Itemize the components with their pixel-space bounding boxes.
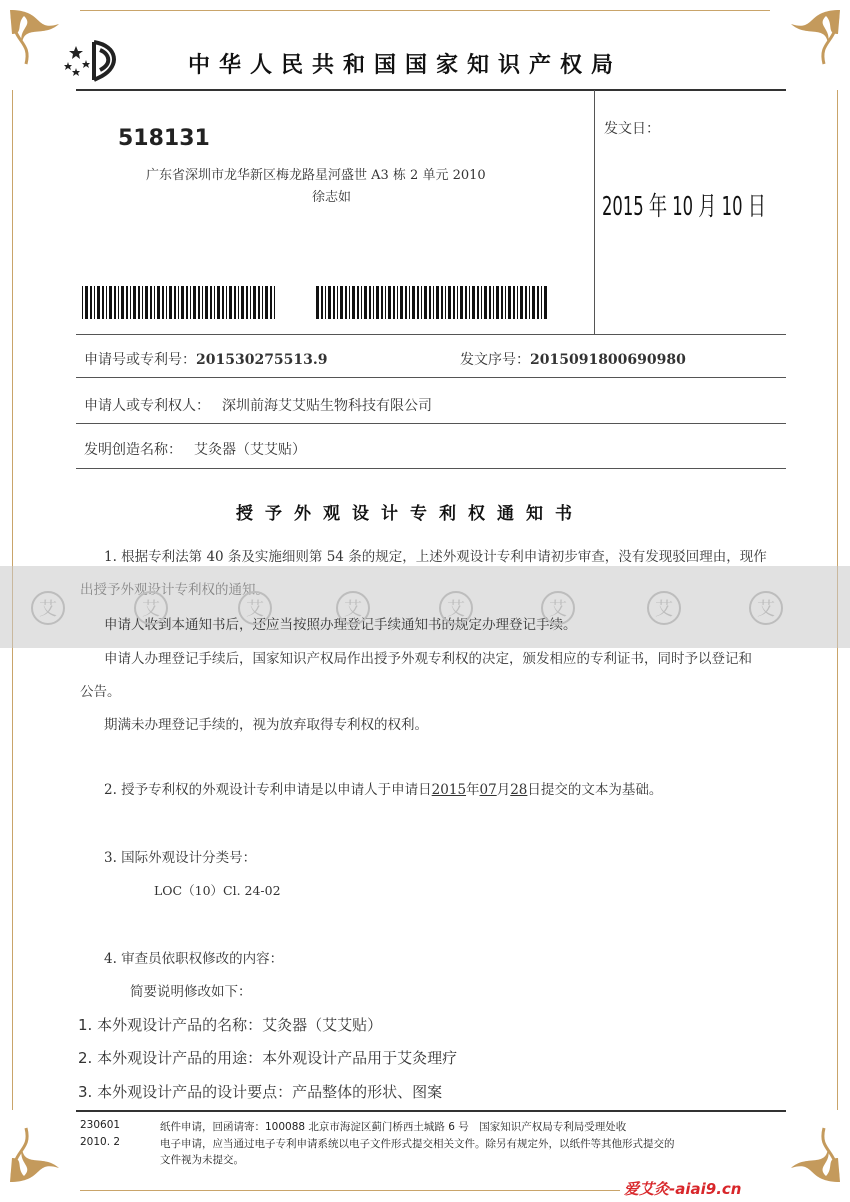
barcode-bar xyxy=(489,286,491,319)
invention-row xyxy=(84,439,306,459)
para-6: 3. 国际外观设计分类号： xyxy=(104,850,257,866)
svg-text:艾: 艾 xyxy=(246,599,264,620)
barcode-bar xyxy=(421,286,422,319)
watermark-seal-icon xyxy=(133,590,169,626)
barcode-bar xyxy=(385,286,386,319)
barcode-bar xyxy=(340,286,343,319)
barcode-bar xyxy=(517,286,518,319)
para-3-line-1: 申请人办理登记手续后，国家知识产权局作出授予外观专利权的决定，颁发相应的专利证书，同时予以登记和 xyxy=(104,651,752,667)
barcode-bar xyxy=(118,286,119,319)
svg-text:艾: 艾 xyxy=(447,599,465,620)
barcode-bar xyxy=(448,286,451,319)
invention-value: 艾灸器（艾艾贴） xyxy=(194,442,306,458)
barcode-bar xyxy=(472,286,475,319)
barcode-bar xyxy=(190,286,191,319)
barcode-bar xyxy=(481,286,482,319)
barcode-bar xyxy=(198,286,200,319)
barcode-bar xyxy=(241,286,244,319)
svg-text:艾: 艾 xyxy=(142,599,160,620)
para-5-prefix: 2. 授予专利权的外观设计专利申请是以申请人于申请日 xyxy=(104,782,432,798)
para-4: 期满未办理登记手续的，视为放弃取得专利权的权利。 xyxy=(104,717,428,733)
header-rule xyxy=(76,89,786,91)
barcode-bar xyxy=(109,286,112,319)
barcode-bar xyxy=(154,286,155,319)
barcode-bar xyxy=(345,286,347,319)
barcode-right xyxy=(316,286,548,319)
barcode-bar xyxy=(250,286,251,319)
barcode-bar xyxy=(157,286,160,319)
svg-text:艾: 艾 xyxy=(549,599,567,620)
barcode-bar xyxy=(270,286,272,319)
barcode-bar xyxy=(174,286,176,319)
form-code: 230601 xyxy=(80,1119,121,1131)
barcode-bar xyxy=(424,286,427,319)
issue-date-divider xyxy=(594,90,595,334)
barcode-bar xyxy=(202,286,203,319)
footer-line-1: 纸件申请，回函请寄：100088 北京市海淀区蓟门桥西土城路 6 号 国家知识产权局专利局受理处收 xyxy=(160,1121,627,1133)
barcode-bar xyxy=(328,286,331,319)
barcode-bar xyxy=(181,286,184,319)
barcode-bar xyxy=(537,286,539,319)
invention-label: 发明创造名称： xyxy=(84,442,182,458)
barcode-bar xyxy=(162,286,164,319)
issue-date: 2015 年 10 月 10 日 xyxy=(602,192,766,222)
para-1-line-1: 1. 根据专利法第 40 条及实施细则第 54 条的规定，上述外观设计专利申请初步审查，没有发现驳回理由，现作 xyxy=(104,549,767,565)
modification-2: 2. 本外观设计产品的用途：本外观设计产品用于艾灸理疗 xyxy=(78,1049,458,1067)
barcode-bar xyxy=(316,286,319,319)
para-5 xyxy=(104,784,662,798)
barcode-bar xyxy=(484,286,487,319)
barcode-bar xyxy=(429,286,431,319)
app-no-label: 申请号或专利号： xyxy=(84,352,196,368)
barcode-bar xyxy=(186,286,188,319)
barcode-bar xyxy=(138,286,140,319)
office-name: 中华人民共和国国家知识产权局 xyxy=(188,53,623,78)
barcode-bar xyxy=(361,286,362,319)
barcode-bar xyxy=(364,286,367,319)
barcode-bar xyxy=(397,286,398,319)
watermark-band xyxy=(0,566,850,648)
cnipa-logo xyxy=(62,36,132,86)
barcode-bar xyxy=(376,286,379,319)
barcode-bar xyxy=(126,286,128,319)
barcode-bar xyxy=(142,286,143,319)
barcode-bar xyxy=(433,286,434,319)
barcode-bar xyxy=(97,286,100,319)
barcode-bar xyxy=(262,286,263,319)
barcode-bar xyxy=(321,286,323,319)
filing-month: 07 xyxy=(479,782,497,798)
barcode-bar xyxy=(388,286,391,319)
barcode-bar xyxy=(445,286,446,319)
barcode-bar xyxy=(210,286,212,319)
barcode-bar xyxy=(258,286,260,319)
mailing-address: 广东省深圳市龙华新区梅龙路星河盛世 A3 栋 2 单元 2010 xyxy=(146,168,486,183)
barcode-bar xyxy=(337,286,338,319)
barcode-bar xyxy=(214,286,215,319)
ornament-corner-bottom-right xyxy=(776,1108,846,1188)
barcode-bar xyxy=(417,286,419,319)
svg-text:艾: 艾 xyxy=(655,599,673,620)
ornament-corner-top-right xyxy=(776,4,846,84)
barcode-bar xyxy=(234,286,236,319)
watermark-seal-icon xyxy=(30,590,66,626)
svg-text:艾: 艾 xyxy=(39,599,57,620)
barcode-bar xyxy=(222,286,224,319)
notice-title: 授予外观设计专利权通知书 xyxy=(236,504,584,524)
barcode-bar xyxy=(349,286,350,319)
para-2: 申请人收到本通知书后，还应当按照办理登记手续通知书的规定办理登记手续。 xyxy=(104,617,577,633)
barcode-bar xyxy=(525,286,527,319)
barcode-bar xyxy=(166,286,167,319)
barcode-bar xyxy=(238,286,239,319)
barcode-bar xyxy=(205,286,208,319)
modification-3: 3. 本外观设计产品的设计要点：产品整体的形状、图案 xyxy=(78,1083,443,1101)
barcode-bar xyxy=(477,286,479,319)
app-no-value: 201530275513.9 xyxy=(196,352,328,368)
barcode-bar xyxy=(226,286,227,319)
barcode-bar xyxy=(94,286,95,319)
barcode-left xyxy=(82,286,278,319)
rule-3 xyxy=(76,423,786,424)
barcode-bar xyxy=(541,286,542,319)
app-no-row xyxy=(84,349,328,369)
barcode-bar xyxy=(333,286,335,319)
watermark-seal-icon xyxy=(646,590,682,626)
serial-label: 发文序号： xyxy=(460,352,530,368)
barcode-bar xyxy=(436,286,439,319)
barcode-bar xyxy=(82,286,83,319)
recipient-name: 徐志如 xyxy=(312,190,352,205)
barcode-bar xyxy=(460,286,463,319)
barcode-bar xyxy=(544,286,547,319)
site-watermark: 爱艾灸-aiai9.cn xyxy=(624,1180,742,1198)
bottom-border-line xyxy=(80,1190,620,1191)
barcode-bar xyxy=(493,286,494,319)
barcode-bar xyxy=(501,286,503,319)
watermark-seal-icon xyxy=(237,590,273,626)
barcode-bar xyxy=(393,286,395,319)
barcode-bar xyxy=(400,286,403,319)
para-3-line-2: 公告。 xyxy=(80,684,121,700)
footer-line-2: 电子申请，应当通过电子专利申请系统以电子文件形式提交相关文件。除另有规定外，以纸件等其他形式提交的 xyxy=(160,1138,675,1150)
barcode-bar xyxy=(496,286,499,319)
barcode-bar xyxy=(121,286,124,319)
barcode-bar xyxy=(114,286,116,319)
month-unit: 月 xyxy=(496,782,511,798)
postcode: 518131 xyxy=(118,126,210,151)
barcode-bar xyxy=(409,286,410,319)
barcode-bar xyxy=(508,286,511,319)
rule-2 xyxy=(76,377,786,378)
year-unit: 年 xyxy=(466,782,480,798)
applicant-row xyxy=(84,395,432,415)
barcode-bar xyxy=(369,286,371,319)
filing-day: 28 xyxy=(510,782,528,798)
rule-1 xyxy=(76,334,786,335)
barcode-bar xyxy=(381,286,383,319)
barcode-bar xyxy=(102,286,104,319)
svg-text:艾: 艾 xyxy=(757,599,775,620)
barcode-bar xyxy=(246,286,248,319)
para-7: 4. 审查员依职权修改的内容： xyxy=(104,951,284,967)
barcode-bar xyxy=(373,286,374,319)
barcode-bar xyxy=(457,286,458,319)
barcode-bar xyxy=(217,286,220,319)
barcode-bar xyxy=(405,286,407,319)
barcode-bar xyxy=(193,286,196,319)
watermark-seal-icon xyxy=(748,590,784,626)
classification-code: LOC（10）Cl. 24-02 xyxy=(154,883,281,898)
footer-rule xyxy=(76,1110,786,1112)
footer-line-3: 文件视为未提交。 xyxy=(160,1154,244,1166)
barcode-bar xyxy=(130,286,131,319)
rule-4 xyxy=(76,468,786,469)
barcode-bar xyxy=(253,286,256,319)
barcode-bar xyxy=(505,286,506,319)
modification-1: 1. 本外观设计产品的名称：艾灸器（艾艾贴） xyxy=(78,1016,383,1034)
barcode-bar xyxy=(441,286,443,319)
watermark-seal-icon xyxy=(335,590,371,626)
applicant-value: 深圳前海艾艾贴生物科技有限公司 xyxy=(222,398,432,414)
barcode-bar xyxy=(106,286,107,319)
form-version: 2010. 2 xyxy=(80,1136,121,1148)
barcode-bar xyxy=(133,286,136,319)
para-5-suffix: 日提交的文本为基础。 xyxy=(527,782,663,798)
barcode-bar xyxy=(465,286,467,319)
barcode-bar xyxy=(90,286,92,319)
barcode-bar xyxy=(229,286,232,319)
barcode-bar xyxy=(453,286,455,319)
ornament-corner-bottom-left xyxy=(4,1108,74,1188)
barcode-bar xyxy=(150,286,152,319)
svg-text:艾: 艾 xyxy=(344,599,362,620)
watermark-seal-icon xyxy=(438,590,474,626)
barcode-bar xyxy=(532,286,535,319)
barcode-bar xyxy=(265,286,268,319)
filing-year: 2015 xyxy=(431,782,467,798)
barcode-bar xyxy=(520,286,523,319)
barcode-bar xyxy=(169,286,172,319)
para-7-sub: 简要说明修改如下： xyxy=(130,984,252,1000)
serial-value: 2015091800690980 xyxy=(530,352,686,368)
watermark-seal-icon xyxy=(540,590,576,626)
applicant-label: 申请人或专利权人： xyxy=(84,398,210,414)
serial-row xyxy=(460,349,686,369)
barcode-bar xyxy=(352,286,355,319)
barcode-bar xyxy=(178,286,179,319)
barcode-bar xyxy=(513,286,515,319)
barcode-bar xyxy=(325,286,326,319)
barcode-bar xyxy=(529,286,530,319)
top-border-line xyxy=(80,10,770,11)
barcode-bar xyxy=(357,286,359,319)
barcode-bar xyxy=(85,286,88,319)
barcode-bar xyxy=(469,286,470,319)
barcode-bar xyxy=(145,286,148,319)
barcode-bar xyxy=(412,286,415,319)
barcode-bar xyxy=(274,286,275,319)
issue-date-label: 发文日： xyxy=(604,121,660,137)
